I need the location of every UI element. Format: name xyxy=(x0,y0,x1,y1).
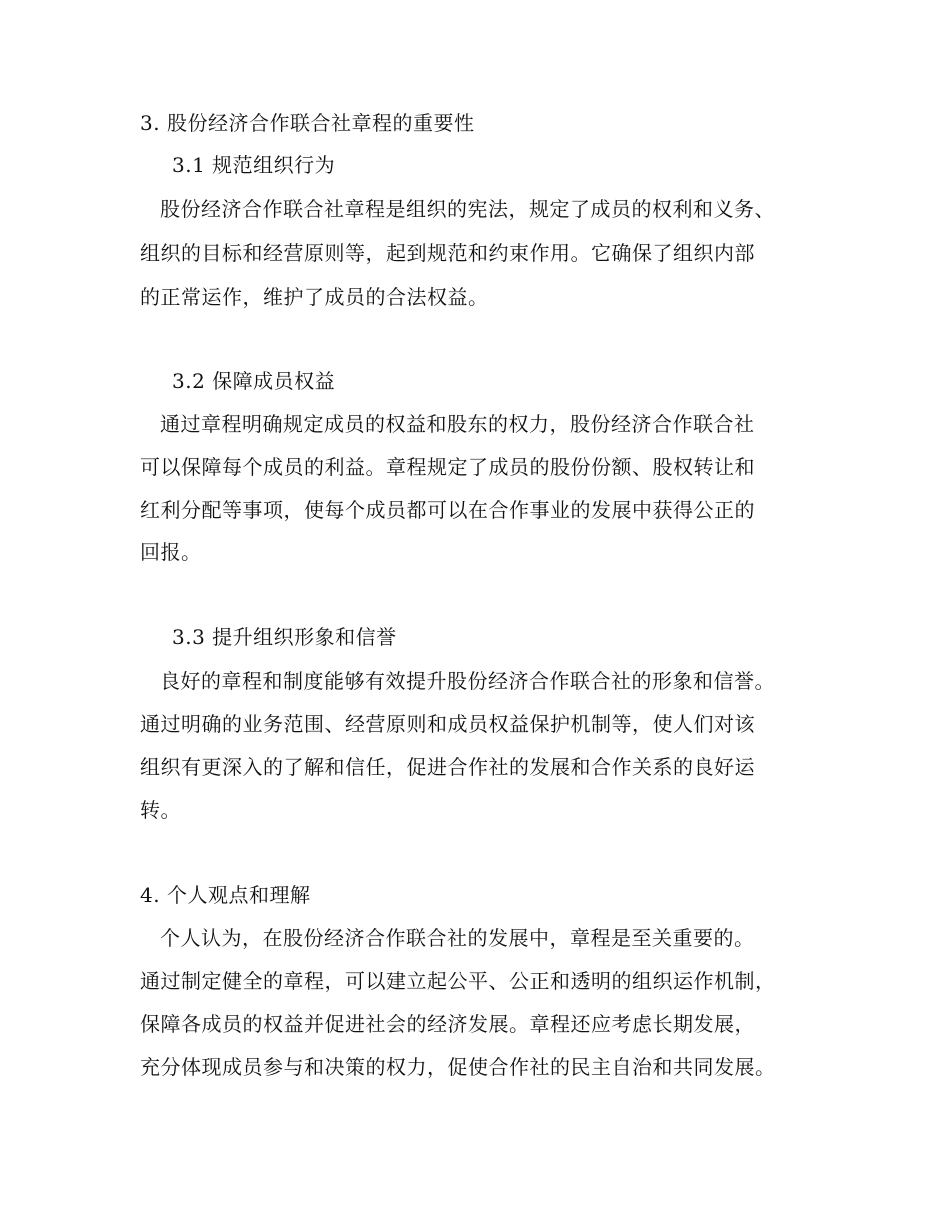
paragraph-line: 保障各成员的权益并促进社会的经济发展。章程还应考虑长期发展， xyxy=(140,1012,755,1036)
subsection-3-2-heading: 3.2 保障成员权益 xyxy=(172,369,336,393)
paragraph-line: 通过明确的业务范围、经营原则和成员权益保护机制等，使人们对该 xyxy=(140,712,755,736)
paragraph-line: 充分体现成员参与和决策的权力，促使合作社的民主自治和共同发展。 xyxy=(140,1055,776,1079)
paragraph-line: 可以保障每个成员的利益。章程规定了成员的股份份额、股权转让和 xyxy=(140,455,755,479)
paragraph-line: 股份经济合作联合社章程是组织的宪法，规定了成员的权利和义务、 xyxy=(160,197,775,221)
paragraph-line: 组织的目标和经营原则等，起到规范和约束作用。它确保了组织内部 xyxy=(140,241,755,265)
paragraph-line: 通过章程明确规定成员的权益和股东的权力，股份经济合作联合社 xyxy=(160,412,755,436)
paragraph-line: 通过制定健全的章程，可以建立起公平、公正和透明的组织运作机制， xyxy=(140,969,776,993)
paragraph-line: 回报。 xyxy=(140,540,202,564)
section-3-heading: 3. 股份经济合作联合社章程的重要性 xyxy=(140,111,475,135)
subsection-3-3-heading: 3.3 提升组织形象和信誉 xyxy=(172,625,397,649)
paragraph-line: 良好的章程和制度能够有效提升股份经济合作联合社的形象和信誉。 xyxy=(160,669,775,693)
paragraph-line: 个人认为，在股份经济合作联合社的发展中，章程是至关重要的。 xyxy=(160,926,755,950)
paragraph-line: 转。 xyxy=(140,798,181,822)
section-4-heading: 4. 个人观点和理解 xyxy=(140,883,311,907)
paragraph-line: 的正常运作，维护了成员的合法权益。 xyxy=(140,285,489,309)
subsection-3-1-heading: 3.1 规范组织行为 xyxy=(172,153,336,177)
paragraph-line: 组织有更深入的了解和信任，促进合作社的发展和合作关系的良好运 xyxy=(140,755,755,779)
paragraph-line: 红利分配等事项，使每个成员都可以在合作事业的发展中获得公正的 xyxy=(140,498,755,522)
